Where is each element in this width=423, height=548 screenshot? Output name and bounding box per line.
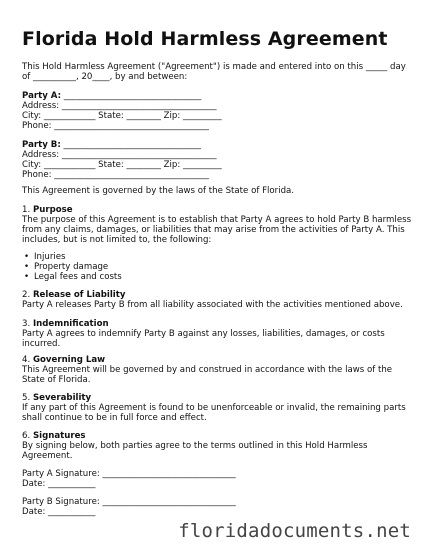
purpose-bullet-1: • Injuries [34, 252, 66, 262]
governing-body-1: This Agreement will be governed by and construed in accordance with the laws of the [22, 365, 393, 375]
party-b-signature-line[interactable]: Party B Signature: _______________________________ [22, 497, 236, 507]
purpose-body-1: The purpose of this Agreement is to establish that Party A agrees to hold Party B harmless [22, 215, 412, 225]
party-b-heading: Party B: [22, 140, 61, 150]
release-heading: 2. Release of Liability [22, 290, 126, 300]
severability-heading: 5. Severability [22, 393, 92, 403]
governing-heading: 4. Governing Law [22, 355, 106, 365]
purpose-heading: 1. Purpose [22, 205, 73, 215]
purpose-bullet-3: • Legal fees and costs [34, 272, 122, 282]
signatures-body-1: By signing below, both parties agree to the terms outlined in this Hold Harmless [22, 441, 368, 451]
party-a-name-line: ________________________________ [63, 91, 202, 101]
party-b-phone: Phone: ____________________________________ [22, 170, 209, 180]
party-b-city: City: ____________ State: ________ Zip: _________ [22, 160, 222, 170]
severability-body-1: If any part of this Agreement is found to be unenforceable or invalid, the remaining parts [22, 403, 406, 413]
party-a-signature-line[interactable]: Party A Signature: _______________________________ [22, 469, 236, 479]
watermark: floridadocuments.net [178, 520, 411, 542]
party-b-address: Address: ____________________________________ [22, 150, 217, 160]
governing-body-2: State of Florida. [22, 375, 91, 385]
party-a-city: City: ____________ State: ________ Zip: _________ [22, 111, 222, 121]
severability-body-2: shall continue to be in full force and effect. [22, 413, 207, 423]
indemnification-body-1: Party A agrees to indemnify Party B against any losses, liabilities, damages, or costs [22, 329, 385, 339]
page-title: Florida Hold Harmless Agreement [22, 28, 388, 50]
indemnification-body-2: incurred. [22, 339, 61, 349]
party-a-phone: Phone: ____________________________________ [22, 121, 209, 131]
party-b-heading-row [22, 140, 201, 150]
party-a-date-line[interactable]: Date: ___________ [22, 479, 96, 489]
intro-line-2: of __________, 20____, by and between: [22, 72, 188, 82]
purpose-body-2: from any claims, damages, or liabilities that may arise from the activities of Party A. This [22, 225, 405, 235]
party-a-heading-row [22, 91, 201, 101]
signatures-heading: 6. Signatures [22, 431, 86, 441]
party-b-name-line: ________________________________ [63, 140, 202, 150]
party-b-date-line[interactable]: Date: ___________ [22, 507, 96, 517]
indemnification-heading: 3. Indemnification [22, 319, 109, 329]
party-a-heading: Party A: [22, 91, 62, 101]
intro-line-1: This Hold Harmless Agreement ("Agreement") is made and entered into on this _____ day [22, 62, 406, 72]
party-a-address: Address: ____________________________________ [22, 101, 217, 111]
purpose-bullet-2: • Property damage [34, 262, 108, 272]
governed-statement: This Agreement is governed by the laws of the State of Florida. [22, 186, 295, 196]
purpose-body-3: includes, but is not limited to, the following: [22, 235, 212, 245]
release-body-1: Party A releases Party B from all liability associated with the activities mentioned above. [22, 300, 403, 310]
signatures-body-2: Agreement. [22, 451, 73, 461]
